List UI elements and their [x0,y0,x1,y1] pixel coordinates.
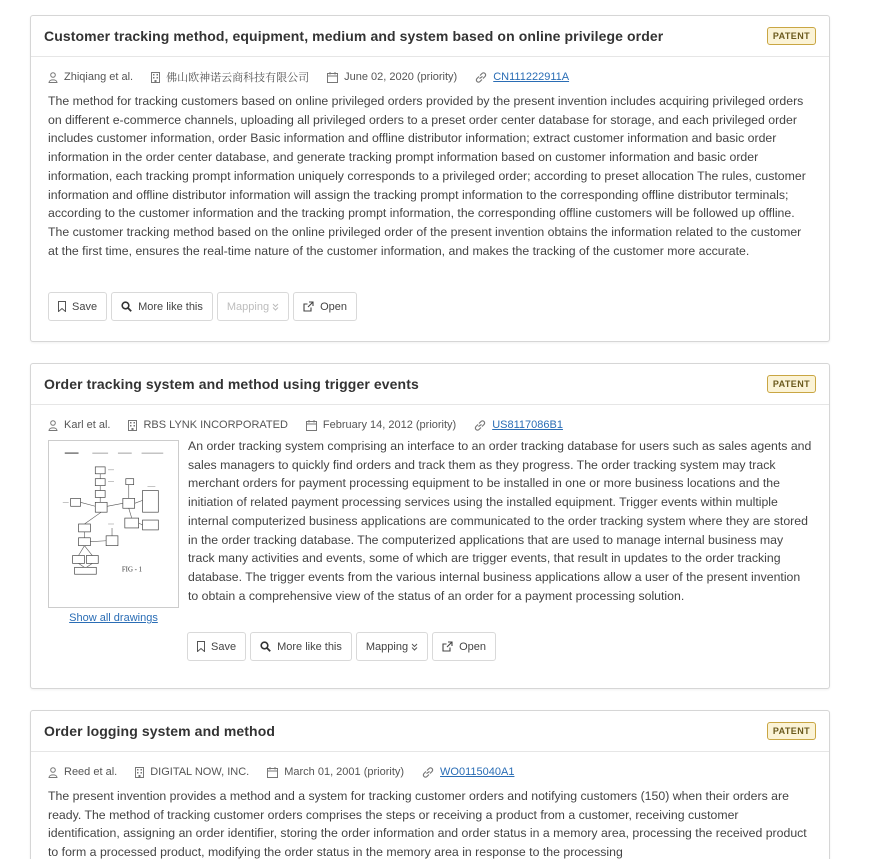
assignee: DIGITAL NOW, INC. [150,766,250,778]
assignee: RBS LYNK INCORPORATED [143,419,288,431]
mapping-button[interactable]: Mapping [217,292,289,321]
chevron-double-down-icon [272,303,279,311]
inventor: Zhiqiang et al. [64,71,134,83]
external-link-icon [303,301,314,312]
calendar-icon [306,420,317,431]
priority-date: June 02, 2020 (priority) [344,71,458,83]
result-meta [48,418,812,432]
result-meta [48,70,812,84]
open-button[interactable]: Open [432,632,496,661]
abstract: An order tracking system comprising an interface to an order tracking database for users such as sales agents and sales managers to quickly find orders and track them as they progress. The order tracking system may track merchant orders for payment processing equipment to be installed in one or more business locations and the initiation of related payment processing services using the installed equipment. Trigger events within multiple internal computerized business applications are communicated to the order tracking system where they are stored in the order tracking database. The computerized applications that are used to manage internal business may track many activities and events, some of which are trigger events, that result in updates to the order tracking database. The trigger events from the various internal business applications allow a user of the present invention to obtain a comprehensive view of the status of an order for a payment processing solution. [188,440,812,603]
priority-date: February 14, 2012 (priority) [322,419,457,431]
priority-date: March 01, 2001 (priority) [284,766,405,778]
calendar-icon [327,72,338,83]
search-icon [121,301,132,312]
patent-badge: PATENT [767,722,816,740]
external-link-icon [442,641,453,652]
drawing-thumbnail-wrap [48,440,179,626]
patent-badge: PATENT [767,375,816,393]
more-like-this-button[interactable]: More like this [111,292,213,321]
abstract: The method for tracking customers based on online privileged orders provided by the present invention includes acquiring privileged orders on different e-commerce channels, uploading all privileged orders to a preset order center database for storage, and each privileged order includes customer information, order Basic information and offline distributor information; extract customer information and basic order information in the order center database, and generate tracking prompt information based on customer information and basic order information, each tracking prompt information uniquely corresponds to a privileged order; according to preset allocation The rules, customer information and offline distributor information will assign the tracking prompt information to the corresponding offline distributor terminals; according to the customer information and the tracking prompt information, the corresponding offline customers will be followed up offline. The customer tracking method based on the online privileged order of the present invention obtains the information related to the customer at the first time, ensures the real-time nature of the customer information, and makes the tracking of the customer more accurate. [48,94,806,258]
link-icon [475,72,487,83]
bookmark-icon [197,641,205,652]
building-icon [135,767,144,778]
save-button[interactable]: Save [187,632,246,661]
mapping-button[interactable]: Mapping [356,632,428,661]
patent-drawing-thumbnail[interactable] [48,440,179,608]
patent-number-link[interactable]: CN111222911A [493,71,570,83]
building-icon [151,72,160,83]
result-header [31,711,829,752]
result-title[interactable]: Customer tracking method, equipment, medium and system based on online privilege order [44,28,664,44]
result-card [30,363,830,689]
save-button[interactable]: Save [48,292,107,321]
abstract: The present invention provides a method and a system for tracking customer orders and notifying customers (150) when their orders are ready. The method of tracking customer orders comprises the steps or receiving a product from a customer, receiving customer identification, assigning an order identifier, storing the order information and order status in a memory area, processing the received product to form a processed product, modifying the order status in the memory area in response to the processing [48,789,807,859]
link-icon [422,767,434,778]
result-card [30,15,830,342]
building-icon [128,420,137,431]
result-meta [48,765,812,779]
more-like-this-button[interactable]: More like this [250,632,352,661]
patent-number-link[interactable]: WO0115040A1 [440,766,515,778]
patent-number-link[interactable]: US8117086B1 [492,419,563,431]
result-header [31,16,829,57]
inventor: Karl et al. [64,419,111,431]
open-button[interactable]: Open [293,292,357,321]
assignee: 佛山欧神诺云商科技有限公司 [166,72,310,84]
result-title[interactable]: Order logging system and method [44,723,276,739]
inventor: Reed et al. [64,766,118,778]
chevron-double-down-icon [411,643,418,651]
user-icon [48,72,58,83]
link-icon [474,420,486,431]
result-header [31,364,829,405]
show-all-drawings-link[interactable]: Show all drawings [69,612,158,624]
search-icon [260,641,271,652]
svg-text:FIG - 1: FIG - 1 [121,566,143,574]
bookmark-icon [58,301,66,312]
result-actions [187,632,812,661]
user-icon [48,420,58,431]
result-title[interactable]: Order tracking system and method using trigger events [44,376,419,392]
calendar-icon [267,767,278,778]
patent-badge: PATENT [767,27,816,45]
result-card [30,710,830,859]
user-icon [48,767,58,778]
result-actions [48,292,812,321]
